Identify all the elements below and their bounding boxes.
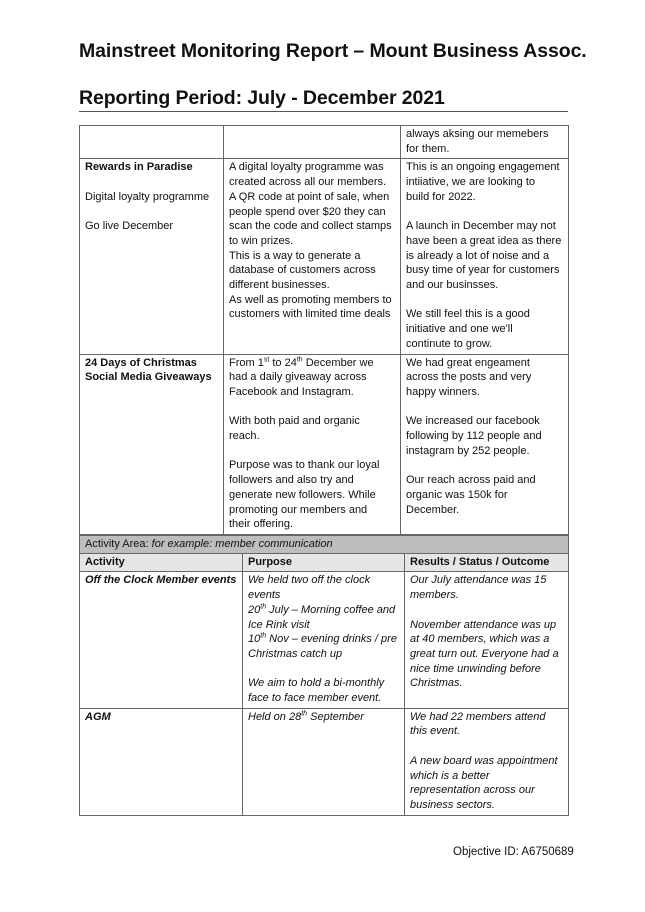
activity-cell: [80, 708, 243, 815]
activity-cell: [80, 159, 224, 354]
text-line: at 40 members, which was a: [410, 633, 550, 646]
reporting-period: Reporting Period: July - December 2021: [79, 87, 445, 109]
text-line: This is a way to generate a: [229, 249, 361, 262]
activity-title: Off the Clock Member events: [85, 574, 237, 587]
column-header-results: Results / Status / Outcome: [405, 553, 569, 572]
table-row: [80, 708, 569, 815]
text-line: continute to grow.: [406, 337, 493, 350]
text-line: business sectors.: [410, 798, 495, 811]
text-line: great turn out. Everyone had a: [410, 647, 559, 660]
text-line: happy winners.: [406, 385, 480, 398]
text-line: We had great engeament: [406, 356, 530, 369]
activity-title: AGM: [85, 710, 111, 723]
activity-cell: [80, 354, 224, 534]
column-header-purpose: Purpose: [243, 553, 405, 572]
text-line: Ice Rink visit: [248, 618, 310, 631]
text-line: created across all our members.: [229, 176, 387, 189]
activity-area-row: [80, 536, 569, 554]
text-line: customers with limited time deals: [229, 308, 391, 321]
text-line: their offering.: [229, 518, 294, 531]
purpose-cell: [243, 708, 405, 815]
text-line: initiative and one we'll: [406, 323, 513, 336]
text-line: always aksing our memebers: [406, 128, 549, 140]
text-line: this event.: [410, 725, 461, 738]
column-header-row: [80, 553, 569, 572]
text-line: to win prizes.: [229, 234, 294, 247]
text-line: reach.: [229, 430, 260, 443]
text-line: Christmas catch up: [248, 647, 343, 660]
text-line: busy time of year for customers: [406, 264, 560, 277]
text-line: intiiative, we are looking to: [406, 176, 536, 189]
results-cell: [405, 708, 569, 815]
text-line: which is a better: [410, 769, 490, 782]
text-line: have been a great idea as there: [406, 234, 562, 247]
text-line: A QR code at point of sale, when: [229, 190, 390, 203]
text-line: nice time unwinding before: [410, 662, 541, 675]
text-line: instagram by 252 people.: [406, 444, 530, 457]
activity-subtitle: Go live December: [85, 220, 174, 233]
text-line: database of customers across: [229, 264, 376, 277]
heading-rule: [79, 111, 568, 112]
purpose-cell: [243, 572, 405, 708]
table-row: [80, 572, 569, 708]
text-line: is already a lot of noise and a: [406, 249, 550, 262]
results-cell: [405, 572, 569, 708]
text-line: A new board was appointment: [410, 754, 558, 767]
text-line: November attendance was up: [410, 618, 557, 631]
text-line: As well as promoting members to: [229, 293, 392, 306]
text-line: Our reach across paid and: [406, 474, 536, 487]
text-line: across the posts and very: [406, 371, 532, 384]
activity-area-value: for example: member communication: [151, 538, 333, 550]
activity-subtitle: Digital loyalty programme: [85, 190, 210, 203]
text-line: and our businsses.: [406, 279, 499, 292]
text-line: events: [248, 589, 281, 602]
results-cell: [401, 126, 569, 159]
text-line: Facebook and Instagram.: [229, 385, 354, 398]
text-line: Purpose was to thank our loyal: [229, 459, 380, 472]
text-line: face to face member event.: [248, 692, 382, 705]
activity-title: Social Media Giveaways: [85, 371, 212, 384]
activity-table-continued: [79, 125, 569, 535]
table-row: [80, 159, 569, 354]
text-line: A launch in December may not: [406, 220, 556, 233]
member-communication-table: [79, 535, 569, 816]
text-line: scan the code and collect stamps: [229, 220, 392, 233]
text-line: people spend over $20 they can: [229, 205, 386, 218]
text-line: representation across our: [410, 784, 535, 797]
text-line: A digital loyalty programme was: [229, 161, 384, 174]
text-line: December.: [406, 503, 460, 516]
activity-title: Rewards in Paradise: [85, 161, 193, 174]
text-line: 20th July – Morning coffee and: [248, 603, 396, 616]
text-line: different businesses.: [229, 279, 330, 292]
text-line: promoting our members and: [229, 503, 368, 516]
text-line: We held two off the clock: [248, 574, 371, 587]
text-line: had a daily giveaway across: [229, 371, 367, 384]
text-line: Held on 28th September: [248, 710, 364, 723]
text-line: generate new followers. While: [229, 488, 376, 501]
text-line: We had 22 members attend: [410, 710, 546, 723]
text-line: This is an ongoing engagement: [406, 161, 560, 174]
text-line: We aim to hold a bi-monthly: [248, 677, 385, 690]
table-row: [80, 126, 569, 159]
column-header-activity: Activity: [80, 553, 243, 572]
document-title: Mainstreet Monitoring Report – Mount Business Assoc.: [79, 40, 587, 62]
results-cell: [401, 159, 569, 354]
activity-area-heading: [80, 536, 569, 554]
text-line: for them.: [406, 142, 450, 155]
activity-title: 24 Days of Christmas: [85, 356, 197, 369]
activity-cell: [80, 572, 243, 708]
activity-area-label: Activity Area:: [85, 538, 152, 550]
text-line: build for 2022.: [406, 190, 476, 203]
text-line: We still feel this is a good: [406, 308, 530, 321]
text-line: From 1st to 24th December we: [229, 355, 374, 369]
text-line: Our July attendance was 15: [410, 574, 547, 587]
text-line: organic was 150k for: [406, 488, 508, 501]
text-line: followers and also try and: [229, 474, 354, 487]
table-row: [80, 354, 569, 534]
results-cell: [401, 354, 569, 534]
purpose-cell: [224, 126, 401, 159]
text-line: We increased our facebook: [406, 415, 540, 428]
objective-id: Objective ID: A6750689: [453, 846, 574, 858]
purpose-cell: [224, 354, 401, 534]
text-line: members.: [410, 589, 459, 602]
text-line: Christmas.: [410, 677, 463, 690]
purpose-cell: [224, 159, 401, 354]
text-line: 10th Nov – evening drinks / pre: [248, 632, 397, 646]
activity-cell: [80, 126, 224, 159]
text-line: following by 112 people and: [406, 430, 542, 443]
text-line: With both paid and organic: [229, 415, 360, 428]
